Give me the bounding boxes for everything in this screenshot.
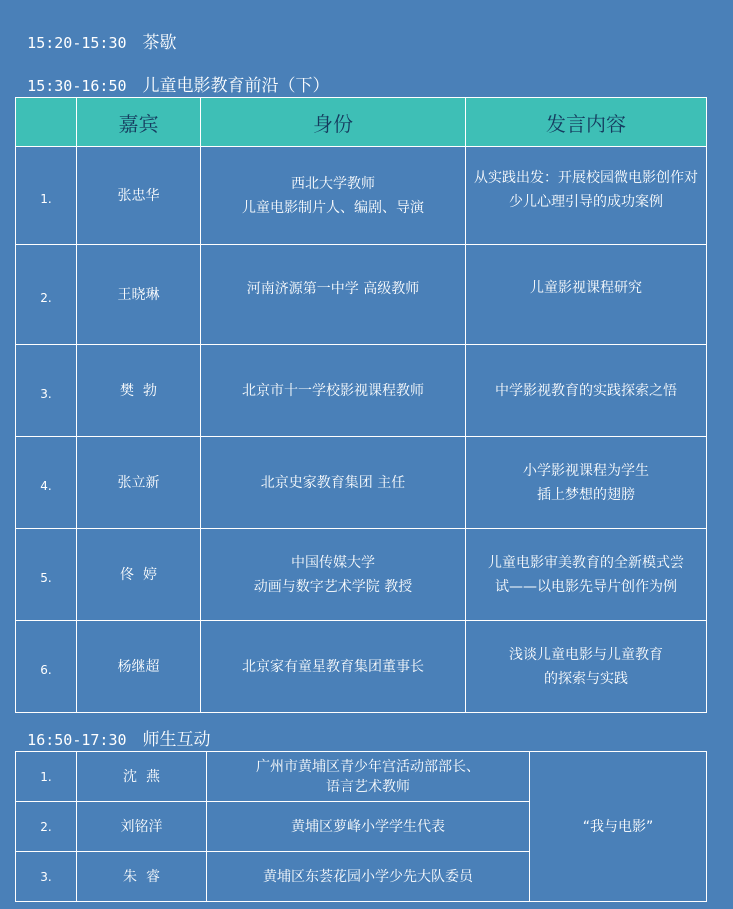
schedule-session [17,52,330,96]
row-number: 2. [16,245,77,345]
guest-role: 北京市十一学校影视课程教师 [201,345,466,437]
row-number: 6. [16,621,77,713]
speakers-table [15,97,707,713]
header-cell-topic: 发言内容 [466,98,707,147]
guest-role: 北京家有童星教育集团董事长 [201,621,466,713]
guest-name: 杨继超 [77,621,201,713]
guest-name: 佟 婷 [77,529,201,621]
table-row [16,621,707,713]
row-number: 2. [16,802,77,852]
header-cell-index [16,98,77,147]
header-cell-guest: 嘉宾 [77,98,201,147]
participant-role: 黄埔区萝峰小学学生代表 [207,802,530,852]
guest-role: 西北大学教师 儿童电影制片人、编剧、导演 [201,147,466,245]
speech-topic: 浅谈儿童电影与儿童教育 的探索与实践 [466,621,707,713]
guest-name: 樊 勃 [77,345,201,437]
table-row [16,245,707,345]
schedule-session [17,706,211,750]
row-number: 1. [16,147,77,245]
table-row [16,529,707,621]
session-title: 师生互动 [142,730,211,750]
row-number: 4. [16,437,77,529]
participant-role: 广州市黄埔区青少年宫活动部部长、 语言艺术教师 [207,752,530,802]
participant-name: 沈 燕 [77,752,207,802]
participant-role: 黄埔区东荟花园小学少先大队委员 [207,852,530,902]
participant-name: 刘铭洋 [77,802,207,852]
session-title: 儿童电影教育前沿（下） [142,76,330,96]
guest-role: 河南济源第一中学 高级教师 [201,245,466,345]
time-range: 16:50-17:30 [27,731,127,749]
guest-name: 张立新 [77,437,201,529]
time-range: 15:30-16:50 [27,77,127,95]
interaction-topic: “我与电影” [530,752,707,902]
row-number: 1. [16,752,77,802]
speech-topic: 从实践出发：开展校园微电影创作对 少儿心理引导的成功案例 [466,147,707,245]
table-row [16,752,707,802]
row-number: 3. [16,345,77,437]
session-title: 茶歇 [142,33,177,53]
guest-role: 北京史家教育集团 主任 [201,437,466,529]
speech-topic: 儿童电影审美教育的全新模式尝 试——以电影先导片创作为例 [466,529,707,621]
row-number: 5. [16,529,77,621]
speech-topic: 儿童影视课程研究 [466,245,707,345]
guest-name: 张忠华 [77,147,201,245]
header-cell-role: 身份 [201,98,466,147]
guest-role: 中国传媒大学 动画与数字艺术学院 教授 [201,529,466,621]
table-row [16,147,707,245]
interaction-table [15,751,707,902]
table-header-row [16,98,707,147]
schedule-break [17,9,177,53]
table-row [16,437,707,529]
row-number: 3. [16,852,77,902]
time-range: 15:20-15:30 [27,34,127,52]
participant-name: 朱 睿 [77,852,207,902]
speech-topic: 小学影视课程为学生 插上梦想的翅膀 [466,437,707,529]
speech-topic: 中学影视教育的实践探索之悟 [466,345,707,437]
table-row [16,345,707,437]
guest-name: 王晓琳 [77,245,201,345]
